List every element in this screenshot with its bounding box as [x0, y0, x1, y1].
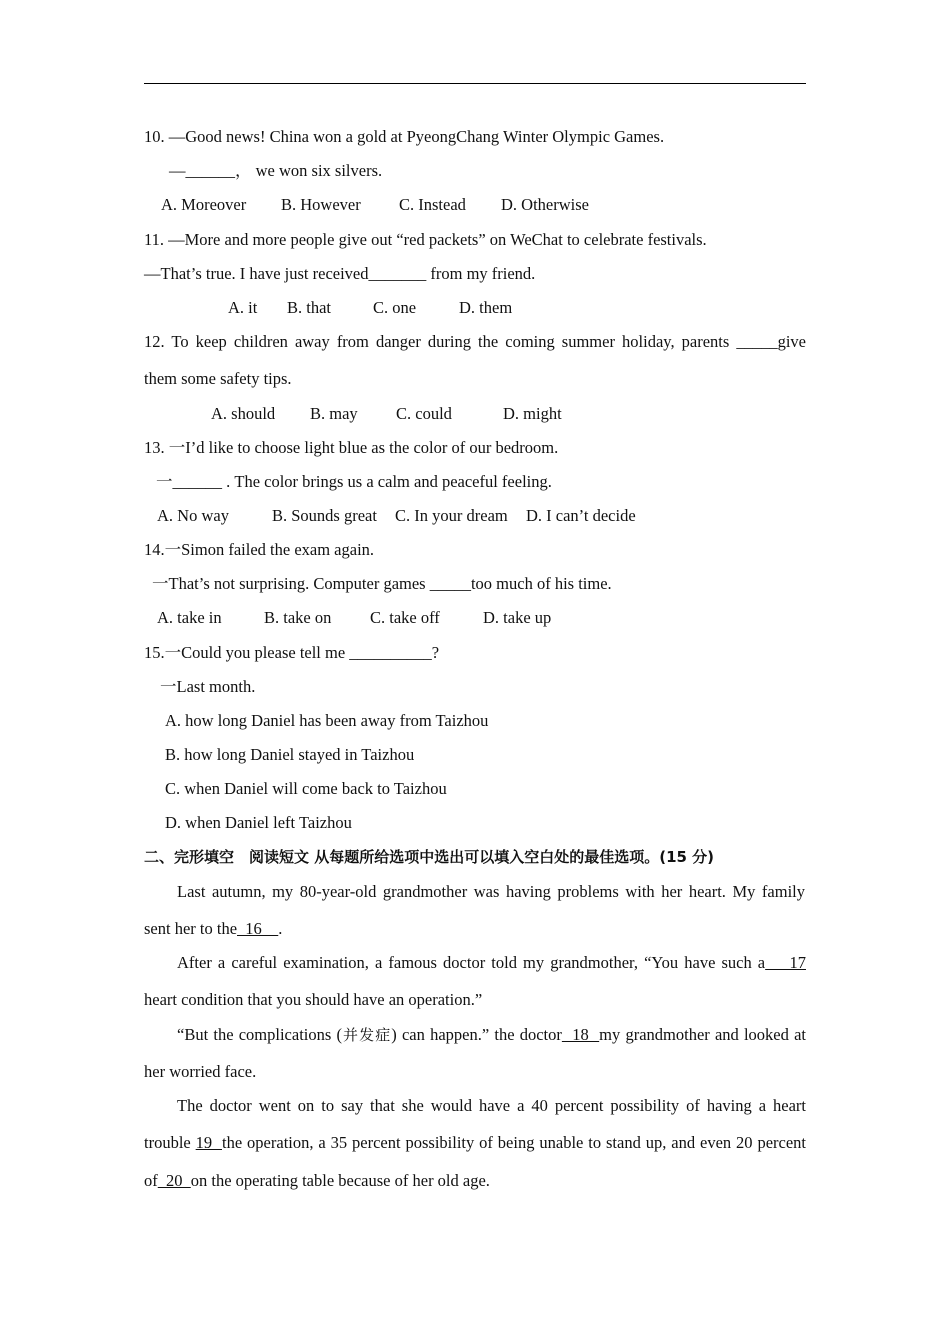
- blank-17: 17: [765, 953, 806, 972]
- passage-text: “But the complications (: [177, 1025, 342, 1044]
- passage-text: the operation, a 35 percent possibility of being unable to stand up, and even 20 percent: [221, 1133, 807, 1152]
- chinese-gloss: 并发症: [341, 1026, 392, 1044]
- passage-p4-line-1: The doctor went on to say that she would have a 40 percent possibility of having a heart: [177, 1096, 806, 1115]
- passage-p1-line-2: [144, 919, 282, 939]
- q12-option-a: A. should: [211, 404, 276, 423]
- passage-p2-line-2: heart condition that you should have an operation.”: [144, 990, 483, 1009]
- answer-11: —That’s true. I have just received_______ from my friend.: [144, 264, 536, 283]
- passage-text: of: [144, 1171, 158, 1190]
- passage-text: ) can happen.” the doctor: [391, 1025, 562, 1044]
- passage-text: sent her to the: [144, 919, 238, 938]
- q15-option-a: A. how long Daniel has been away from Taizhou: [165, 711, 489, 730]
- passage-text: .: [278, 919, 283, 938]
- q11-option-b: B. that: [287, 298, 331, 317]
- passage-p4-line-2: [144, 1133, 806, 1153]
- question-11: 11. —More and more people give out “red packets” on WeChat to celebrate festivals.: [144, 230, 707, 249]
- blank-18: 18: [561, 1025, 600, 1044]
- q10-option-b: B. However: [281, 195, 361, 214]
- q10-option-a: A. Moreover: [161, 195, 247, 214]
- answer-14: 一That’s not surprising. Computer games _____too much of his time.: [152, 574, 612, 593]
- q13-option-a: A. No way: [157, 506, 229, 525]
- answer-10: —______， we won six silvers.: [169, 161, 383, 180]
- q13-option-d: D. I can’t decide: [526, 506, 636, 525]
- question-12-line-1: 12. To keep children away from danger during the coming summer holiday, parents _____give: [144, 332, 806, 351]
- blank-16: 16: [237, 919, 279, 938]
- q15-option-d: D. when Daniel left Taizhou: [165, 813, 352, 832]
- q10-option-c: C. Instead: [399, 195, 466, 214]
- passage-p2-line-1: [177, 953, 806, 973]
- q14-option-d: D. take up: [483, 608, 552, 627]
- q11-option-a: A. it: [228, 298, 258, 317]
- question-10: 10. —Good news! China won a gold at PyeongChang Winter Olympic Games.: [144, 127, 665, 146]
- q12-option-b: B. may: [310, 404, 358, 423]
- question-15: 15.一Could you please tell me __________?: [144, 643, 440, 662]
- q12-option-c: C. could: [396, 404, 452, 423]
- passage-p3-line-1: [177, 1025, 806, 1045]
- q14-option-a: A. take in: [157, 608, 222, 627]
- q15-option-c: C. when Daniel will come back to Taizhou: [165, 779, 447, 798]
- answer-13: 一______ . The color brings us a calm and peaceful feeling.: [156, 472, 552, 491]
- q11-option-c: C. one: [373, 298, 417, 317]
- q13-option-b: B. Sounds great: [272, 506, 377, 525]
- header-rule: [144, 83, 806, 84]
- passage-p4-line-3: [144, 1171, 490, 1191]
- q13-option-c: C. In your dream: [395, 506, 508, 525]
- blank-19: 19: [195, 1133, 222, 1152]
- question-12-line-2: them some safety tips.: [144, 369, 292, 388]
- q14-option-b: B. take on: [264, 608, 332, 627]
- q14-option-c: C. take off: [370, 608, 440, 627]
- question-14: 14.一Simon failed the exam again.: [144, 540, 375, 559]
- q15-option-b: B. how long Daniel stayed in Taizhou: [165, 745, 415, 764]
- passage-text: on the operating table because of her old age.: [190, 1171, 490, 1190]
- q10-option-d: D. Otherwise: [501, 195, 589, 214]
- passage-text: trouble: [144, 1133, 196, 1152]
- passage-text: my grandmother and looked at: [599, 1025, 806, 1044]
- answer-15: 一Last month.: [160, 677, 256, 696]
- blank-20: 20: [157, 1171, 191, 1190]
- q12-option-d: D. might: [503, 404, 562, 423]
- passage-p3-line-2: her worried face.: [144, 1062, 257, 1081]
- passage-p1-line-1: Last autumn, my 80-year-old grandmother was having problems with her heart. My family: [177, 882, 805, 901]
- passage-text: After a careful examination, a famous doctor told my grandmother, “You have such a: [177, 953, 766, 972]
- section-2-heading: 二、完形填空 阅读短文 从每题所给选项中选出可以填入空白处的最佳选项。(15 分): [144, 848, 715, 866]
- question-13: 13. 一I’d like to choose light blue as the color of our bedroom.: [144, 438, 559, 457]
- q11-option-d: D. them: [459, 298, 513, 317]
